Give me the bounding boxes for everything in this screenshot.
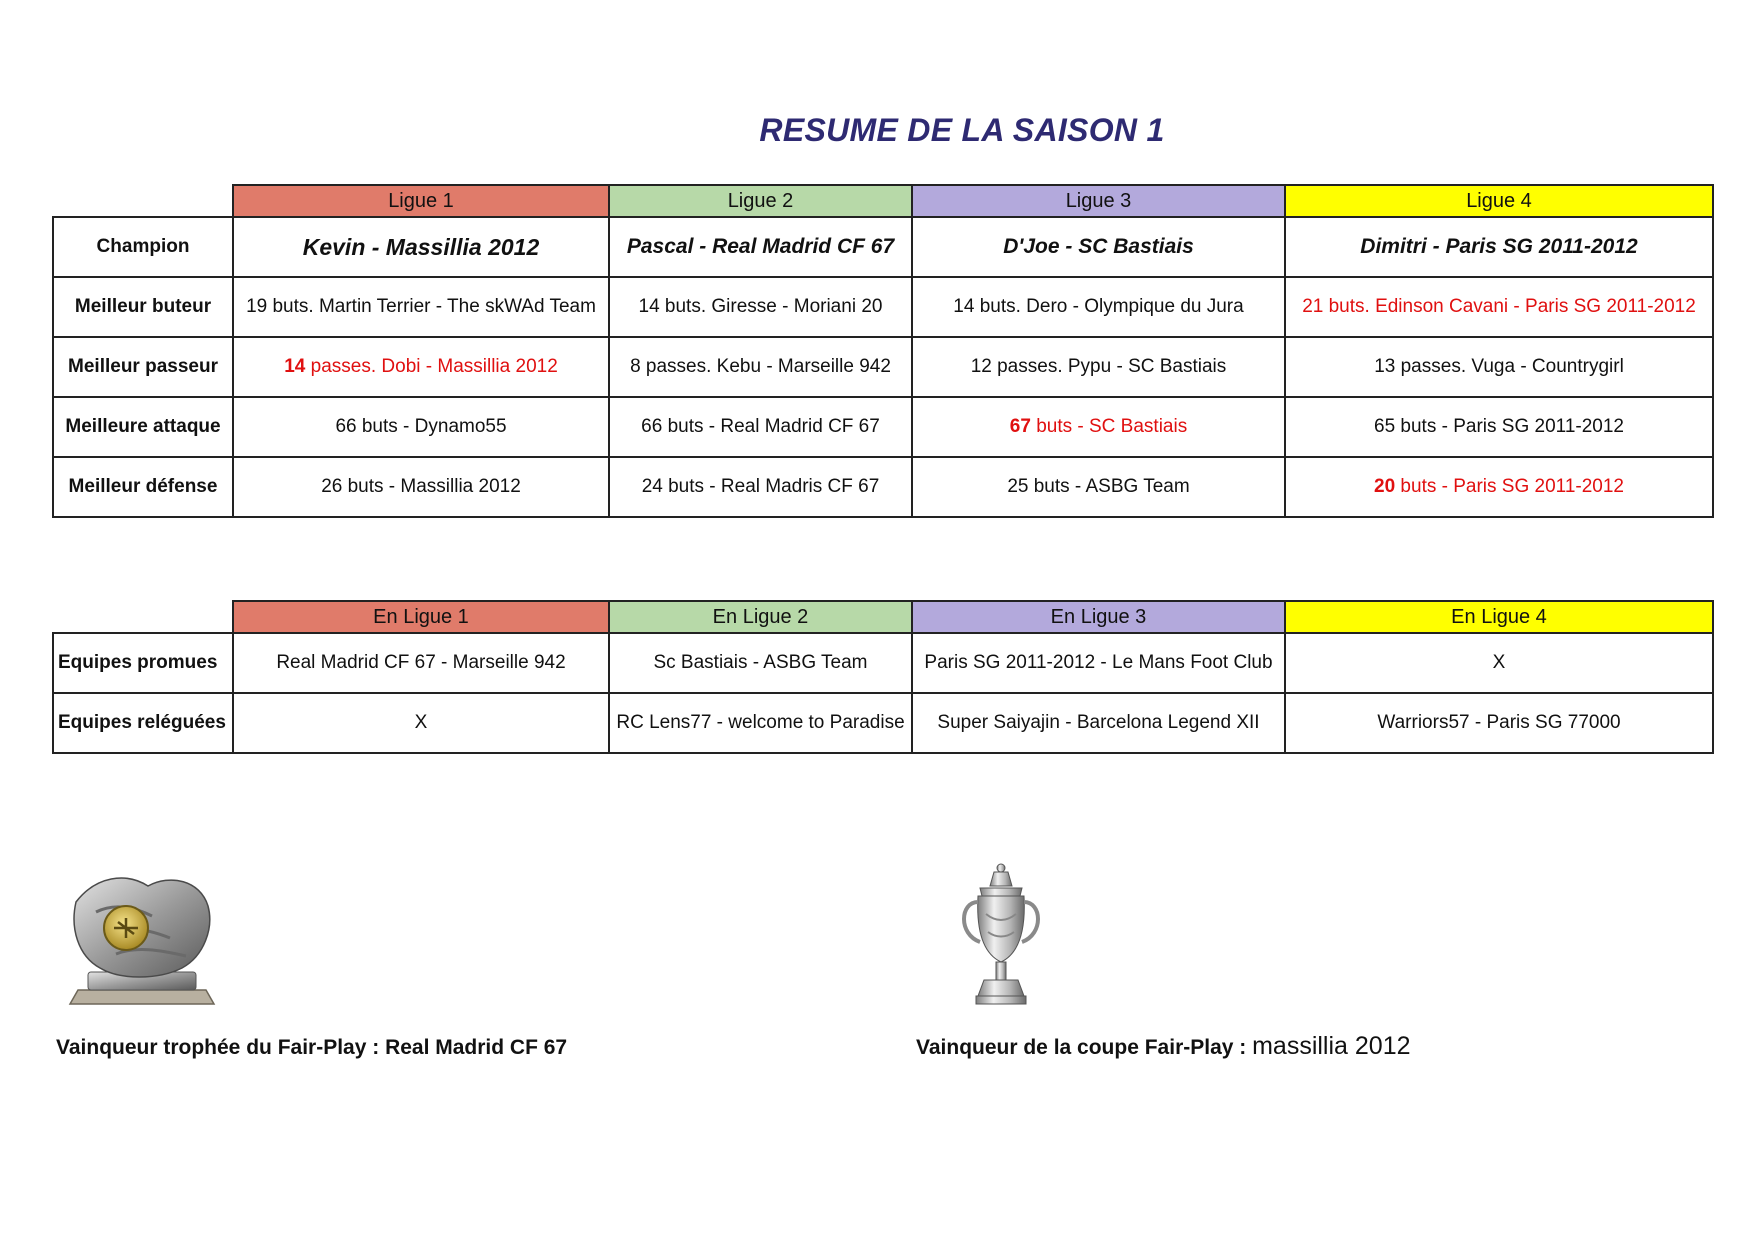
award-label: Vainqueur trophée du Fair-Play : <box>56 1036 386 1059</box>
table-row-releguees <box>53 693 1713 753</box>
award-label: Vainqueur de la coupe Fair-Play : <box>916 1036 1253 1059</box>
row-label: Equipes reléguées <box>53 693 233 753</box>
releguees-ligue-2: RC Lens77 - welcome to Paradise <box>609 693 912 753</box>
header-en-ligue-2: En Ligue 2 <box>609 601 912 633</box>
buteur-ligue-1: 19 buts. Martin Terrier - The skWAd Team <box>233 277 609 337</box>
header-ligue-3: Ligue 3 <box>912 185 1285 217</box>
attaque-ligue-3 <box>912 397 1285 457</box>
releguees-ligue-4: Warriors57 - Paris SG 77000 <box>1285 693 1713 753</box>
attaque-ligue-1: 66 buts - Dynamo55 <box>233 397 609 457</box>
highlight-number: 14 <box>284 356 306 377</box>
highlight-number: 67 <box>1009 416 1031 437</box>
passeur-ligue-2: 8 passes. Kebu - Marseille 942 <box>609 337 912 397</box>
row-label: Meilleur passeur <box>53 337 233 397</box>
fair-play-trophy-caption <box>56 1036 567 1060</box>
champion-ligue-3: D'Joe - SC Bastiais <box>912 217 1285 277</box>
table-row-meilleure-attaque <box>53 397 1713 457</box>
row-label: Meilleure attaque <box>53 397 233 457</box>
table-row-meilleur-passeur <box>53 337 1713 397</box>
promues-ligue-1: Real Madrid CF 67 - Marseille 942 <box>233 633 609 693</box>
promues-ligue-2: Sc Bastiais - ASBG Team <box>609 633 912 693</box>
champion-ligue-2: Pascal - Real Madrid CF 67 <box>609 217 912 277</box>
highlight-text: passes. Dobi - Massillia 2012 <box>305 356 558 377</box>
header-corner <box>53 185 233 217</box>
defense-ligue-4 <box>1285 457 1713 517</box>
defense-ligue-2: 24 buts - Real Madris CF 67 <box>609 457 912 517</box>
row-label: Meilleur buteur <box>53 277 233 337</box>
table-row-meilleur-buteur <box>53 277 1713 337</box>
promotion-relegation-table <box>52 600 1714 754</box>
buteur-ligue-2: 14 buts. Giresse - Moriani 20 <box>609 277 912 337</box>
row-label: Equipes promues <box>53 633 233 693</box>
award-team: massillia 2012 <box>1252 1032 1411 1060</box>
highlight-text: buts - Paris SG 2011-2012 <box>1395 476 1624 497</box>
header-corner <box>53 601 233 633</box>
league-header-row <box>53 185 1713 217</box>
header-en-ligue-3: En Ligue 3 <box>912 601 1285 633</box>
table-row-meilleur-defense <box>53 457 1713 517</box>
header-ligue-4: Ligue 4 <box>1285 185 1713 217</box>
cup-trophy-icon <box>956 862 1046 1012</box>
champion-ligue-4: Dimitri - Paris SG 2011-2012 <box>1285 217 1713 277</box>
highlight-text: buts - SC Bastiais <box>1030 416 1188 437</box>
attaque-ligue-4: 65 buts - Paris SG 2011-2012 <box>1285 397 1713 457</box>
highlight-number: 20 <box>1374 476 1396 497</box>
defense-ligue-3: 25 buts - ASBG Team <box>912 457 1285 517</box>
handshake-trophy-icon <box>66 872 218 1008</box>
attaque-ligue-2: 66 buts - Real Madrid CF 67 <box>609 397 912 457</box>
releguees-ligue-3: Super Saiyajin - Barcelona Legend XII <box>912 693 1285 753</box>
releguees-ligue-1: X <box>233 693 609 753</box>
header-ligue-2: Ligue 2 <box>609 185 912 217</box>
passeur-ligue-4: 13 passes. Vuga - Countrygirl <box>1285 337 1713 397</box>
buteur-ligue-3: 14 buts. Dero - Olympique du Jura <box>912 277 1285 337</box>
defense-ligue-1: 26 buts - Massillia 2012 <box>233 457 609 517</box>
row-label: Meilleur défense <box>53 457 233 517</box>
header-ligue-1: Ligue 1 <box>233 185 609 217</box>
table-row-promues <box>53 633 1713 693</box>
promues-ligue-4: X <box>1285 633 1713 693</box>
buteur-ligue-4: 21 buts. Edinson Cavani - Paris SG 2011-2012 <box>1285 277 1713 337</box>
table-row-champion <box>53 217 1713 277</box>
league-header-row <box>53 601 1713 633</box>
row-label: Champion <box>53 217 233 277</box>
header-en-ligue-1: En Ligue 1 <box>233 601 609 633</box>
passeur-ligue-3: 12 passes. Pypu - SC Bastiais <box>912 337 1285 397</box>
champion-ligue-1: Kevin - Massillia 2012 <box>233 217 609 277</box>
header-en-ligue-4: En Ligue 4 <box>1285 601 1713 633</box>
award-team: Real Madrid CF 67 <box>385 1036 568 1059</box>
passeur-ligue-1 <box>233 337 609 397</box>
fair-play-cup-caption <box>916 1032 1411 1061</box>
page-title: RESUME DE LA SAISON 1 <box>759 112 1165 148</box>
season-summary-table <box>52 184 1714 518</box>
promues-ligue-3: Paris SG 2011-2012 - Le Mans Foot Club <box>912 633 1285 693</box>
